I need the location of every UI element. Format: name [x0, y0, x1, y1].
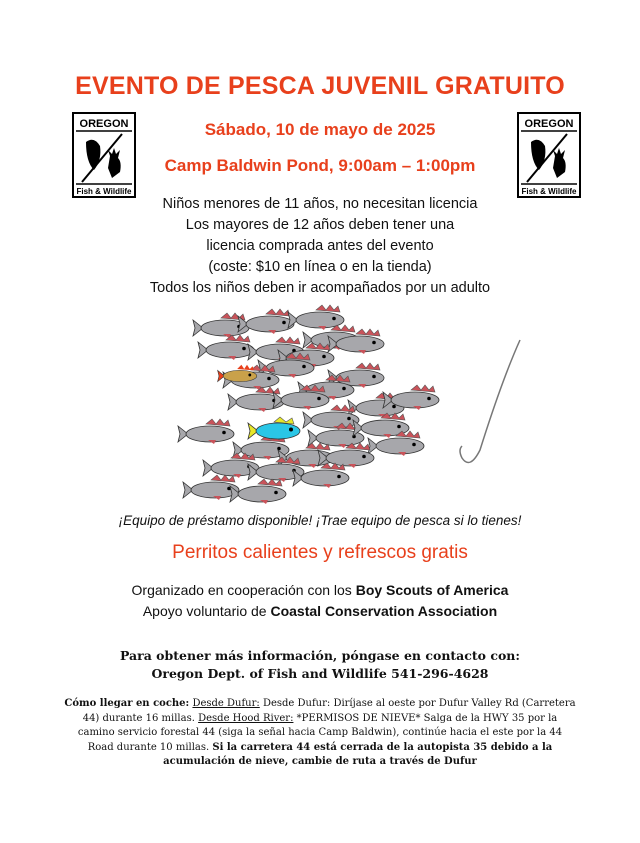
fish-school-illustration — [150, 300, 540, 510]
oregon-fish-wildlife-logo-right — [517, 112, 581, 198]
food-notice: Perritos calientes y refrescos gratis — [172, 542, 468, 563]
organizers — [0, 580, 640, 622]
hood-river-directions: *PERMISOS DE NIEVE* Salga de la HWY 35 por la camino servicio forestal 44 (siga la señal hacia Camp Baldwin), continúe hacia el este por la 44 Road durante 10 millas. — [77, 712, 563, 753]
contact-info — [0, 647, 640, 683]
contact-phone: Oregon Dept. of Fish and Wildlife 541-296-4628 — [151, 666, 489, 681]
oregon-fish-wildlife-logo-left — [72, 112, 136, 198]
info-line: licencia comprada antes del evento — [206, 238, 434, 254]
info-line: Todos los niños deben ir acompañados por un adulto — [149, 280, 491, 296]
support-line: Apoyo voluntario de Coastal Conservation Association — [142, 603, 498, 619]
equipment-notice: ¡Equipo de préstamo disponible! ¡Trae equipo de pesca si lo tienes! — [118, 513, 522, 528]
info-line: (coste: $10 en línea o en la tienda) — [208, 259, 432, 275]
driving-directions — [64, 697, 576, 770]
logo-bottom-text: Fish & Wildlife — [521, 187, 577, 196]
organizer-name: Boy Scouts of America — [355, 582, 509, 598]
info-line: Los mayores de 12 años deben tener una — [185, 217, 455, 233]
logo-top-text: OREGON — [79, 118, 129, 130]
eligibility-info — [0, 194, 640, 299]
blue-fish — [248, 417, 300, 439]
logo-bottom-text: Fish & Wildlife — [76, 187, 132, 196]
fishing-hook-icon — [460, 340, 520, 463]
contact-intro: Para obtener más información, póngase en contacto con: — [119, 648, 521, 663]
organizer-line: Organizado en cooperación con los Boy Scouts of America — [131, 582, 509, 598]
dufur-directions: Desde Dufur: Diríjase al oeste por Dufur Valley Rd (Carretera 44) durante 16 millas. — [82, 698, 576, 724]
fish-group — [178, 305, 439, 504]
road-closure-note: Si la carretera 44 está cerrada de la autopista 35 debido a la acumulación de nieve, cambie de ruta a través de Dufur — [163, 741, 553, 767]
logo-top-text: OREGON — [524, 118, 574, 130]
dufur-label: Desde Dufur: — [192, 698, 260, 709]
info-line: Niños menores de 11 años, no necesitan licencia — [162, 196, 478, 212]
directions-label: Cómo llegar en coche: — [64, 698, 190, 709]
event-title: EVENTO DE PESCA JUVENIL GRATUITO — [75, 72, 565, 100]
event-location-time: Camp Baldwin Pond, 9:00am – 1:00pm — [164, 156, 476, 175]
support-org-name: Coastal Conservation Association — [270, 603, 498, 619]
event-date: Sábado, 10 de mayo de 2025 — [204, 120, 436, 139]
hood-river-label: Desde Hood River: — [198, 712, 294, 724]
